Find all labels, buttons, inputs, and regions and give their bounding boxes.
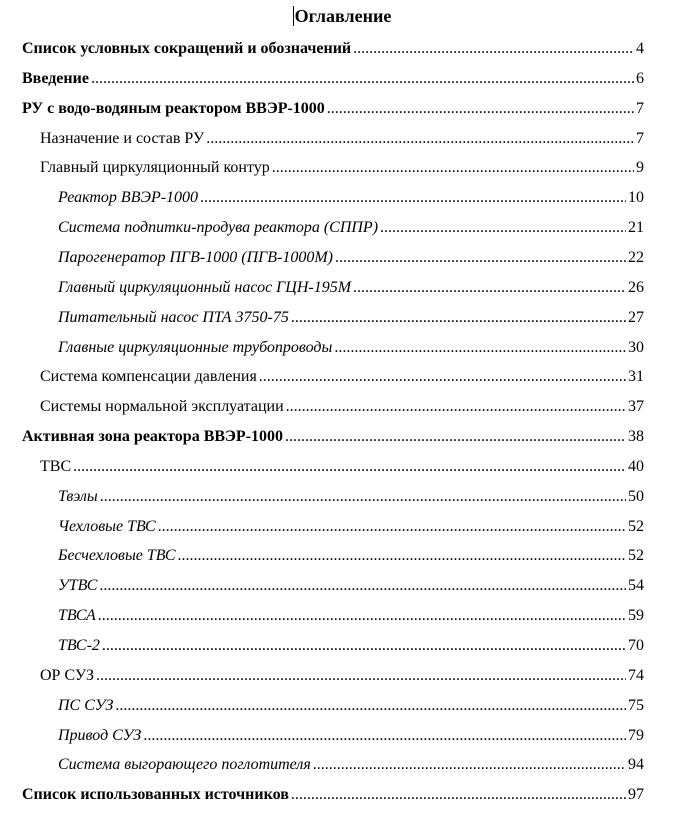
dot-leader <box>313 756 626 774</box>
dot-leader <box>73 458 626 476</box>
toc-entry[interactable] <box>40 368 644 390</box>
toc-entry-title[interactable]: Список условных сокращений и обозначений <box>22 40 352 57</box>
toc-entry-page[interactable]: 21 <box>628 219 644 237</box>
toc-entry[interactable] <box>22 428 644 450</box>
dot-leader <box>286 398 626 416</box>
toc-entry-title[interactable]: Назначение и состав РУ <box>40 129 205 147</box>
toc-entry[interactable] <box>58 488 644 510</box>
toc-entry-title[interactable]: ОР СУЗ <box>40 666 95 684</box>
toc-entry[interactable] <box>58 727 644 749</box>
toc-entry[interactable] <box>58 518 644 540</box>
dot-leader <box>100 488 626 506</box>
toc-entry-page[interactable]: 26 <box>628 278 644 296</box>
toc-entry-title[interactable]: Система компенсации давления <box>40 368 257 386</box>
toc-entry[interactable] <box>58 637 644 659</box>
toc-entry-title[interactable]: Главный циркуляционный насос ГЦН-195М <box>58 278 352 296</box>
toc-entry-page[interactable]: 37 <box>628 398 644 416</box>
toc-entry[interactable] <box>58 189 644 211</box>
toc-entry-title[interactable]: Системы нормальной эксплуатации <box>40 398 284 416</box>
toc-entry[interactable] <box>58 309 644 331</box>
toc-entry-page[interactable]: 7 <box>636 99 644 117</box>
toc-entry-page[interactable]: 59 <box>628 607 644 625</box>
toc-heading <box>0 6 684 27</box>
toc-entry-title[interactable]: ПС СУЗ <box>58 696 114 714</box>
toc-entry[interactable] <box>58 547 644 569</box>
dot-leader <box>99 577 626 595</box>
toc-entry-page[interactable]: 70 <box>628 637 644 654</box>
dot-leader <box>96 667 626 685</box>
toc-entry[interactable] <box>58 607 644 629</box>
toc-entry-title[interactable]: Система выгорающего поглотителя <box>58 756 311 774</box>
dot-leader <box>380 219 626 237</box>
toc-entry-title[interactable]: Главный циркуляционный контур <box>40 159 270 177</box>
toc-entry-title[interactable]: Питательный насос ПТА 3750-75 <box>58 308 289 326</box>
toc-entry-title[interactable]: ТВС <box>40 457 72 475</box>
toc-entry-title[interactable]: ТВСА <box>58 607 96 625</box>
toc-entry-title[interactable]: Система подпитки-продува реактора (СППР) <box>58 219 379 237</box>
toc-entry[interactable] <box>58 577 644 599</box>
toc-entry-title[interactable]: ТВС-2 <box>58 637 100 654</box>
toc-entry-page[interactable]: 52 <box>628 547 644 565</box>
toc-entry-page[interactable]: 6 <box>636 69 644 87</box>
toc-entry-page[interactable]: 40 <box>628 457 644 475</box>
dot-leader <box>327 100 634 118</box>
dot-leader <box>178 547 627 565</box>
toc-entry[interactable] <box>58 249 644 271</box>
dot-leader <box>158 518 626 536</box>
toc-entry[interactable] <box>22 40 644 62</box>
dot-leader <box>285 428 626 446</box>
dot-leader <box>91 70 634 88</box>
toc-entry-page[interactable]: 9 <box>636 159 644 177</box>
toc-entry-title[interactable]: Введение <box>22 69 89 87</box>
dot-leader <box>353 40 634 58</box>
toc-entry-title[interactable]: Бесчехловые ТВС <box>58 547 176 565</box>
toc-entry[interactable] <box>22 70 644 92</box>
dot-leader <box>98 607 626 625</box>
toc-entry-page[interactable]: 52 <box>628 517 644 535</box>
toc-entry[interactable] <box>40 458 644 480</box>
toc-entry-title[interactable]: Привод СУЗ <box>58 726 142 744</box>
toc-entry-page[interactable]: 50 <box>628 487 644 505</box>
toc-entry-page[interactable]: 79 <box>628 726 644 744</box>
toc-entry-page[interactable]: 94 <box>628 756 644 774</box>
dot-leader <box>259 368 626 386</box>
toc-entry-title[interactable]: Список использованных источников <box>22 786 289 804</box>
toc-entry[interactable] <box>58 279 644 301</box>
dot-leader <box>353 279 626 297</box>
toc-entry-page[interactable]: 27 <box>628 308 644 326</box>
dot-leader <box>115 697 626 715</box>
toc-entry-title[interactable]: Реактор ВВЭР-1000 <box>58 189 199 207</box>
toc-entry-title[interactable]: Активная зона реактора ВВЭР-1000 <box>22 428 283 446</box>
toc-entry-title[interactable]: Чехловые ТВС <box>58 517 156 535</box>
dot-leader <box>291 309 626 327</box>
dot-leader <box>206 130 634 148</box>
toc-entry[interactable] <box>58 697 644 719</box>
toc-entry[interactable] <box>40 398 644 420</box>
toc-entry[interactable] <box>58 339 644 361</box>
dot-leader <box>334 339 626 357</box>
toc-entry-title[interactable]: УТВС <box>58 577 98 595</box>
toc-entry-page[interactable]: 75 <box>628 696 644 714</box>
toc-entry[interactable] <box>58 219 644 241</box>
toc-entry-page[interactable]: 30 <box>628 338 644 356</box>
toc-entry-title[interactable]: РУ с водо-водяным реактором ВВЭР-1000 <box>22 99 325 117</box>
toc-entry-page[interactable]: 74 <box>628 666 644 684</box>
toc-entry-title[interactable]: Парогенератор ПГВ-1000 (ПГВ-1000М) <box>58 248 333 266</box>
toc-entry-title[interactable]: Главные циркуляционные трубопроводы <box>58 338 333 356</box>
toc-entry-page[interactable]: 22 <box>628 248 644 266</box>
dot-leader <box>102 637 626 655</box>
toc-entry-page[interactable]: 7 <box>636 129 644 147</box>
toc-entry[interactable] <box>22 100 644 122</box>
toc-entry-page[interactable]: 4 <box>636 40 644 57</box>
dot-leader <box>335 249 626 267</box>
toc-heading-text: Оглавление <box>294 6 392 26</box>
toc-entry-page[interactable]: 97 <box>628 786 644 804</box>
text-cursor <box>293 6 294 26</box>
toc-entry[interactable] <box>40 130 644 152</box>
dot-leader <box>291 786 626 804</box>
toc-entry[interactable] <box>40 667 644 689</box>
toc-entry[interactable] <box>58 756 644 778</box>
toc-entry-page[interactable]: 10 <box>628 189 644 207</box>
dot-leader <box>143 727 626 745</box>
dot-leader <box>272 159 634 177</box>
toc-entry[interactable] <box>22 786 644 808</box>
dot-leader <box>200 189 626 207</box>
toc-entry-page[interactable]: 31 <box>628 368 644 386</box>
toc-entry[interactable] <box>40 159 644 181</box>
toc-entry-page[interactable]: 54 <box>628 577 644 595</box>
toc-entry-page[interactable]: 38 <box>628 428 644 446</box>
toc-entry-title[interactable]: Твэлы <box>58 487 98 505</box>
